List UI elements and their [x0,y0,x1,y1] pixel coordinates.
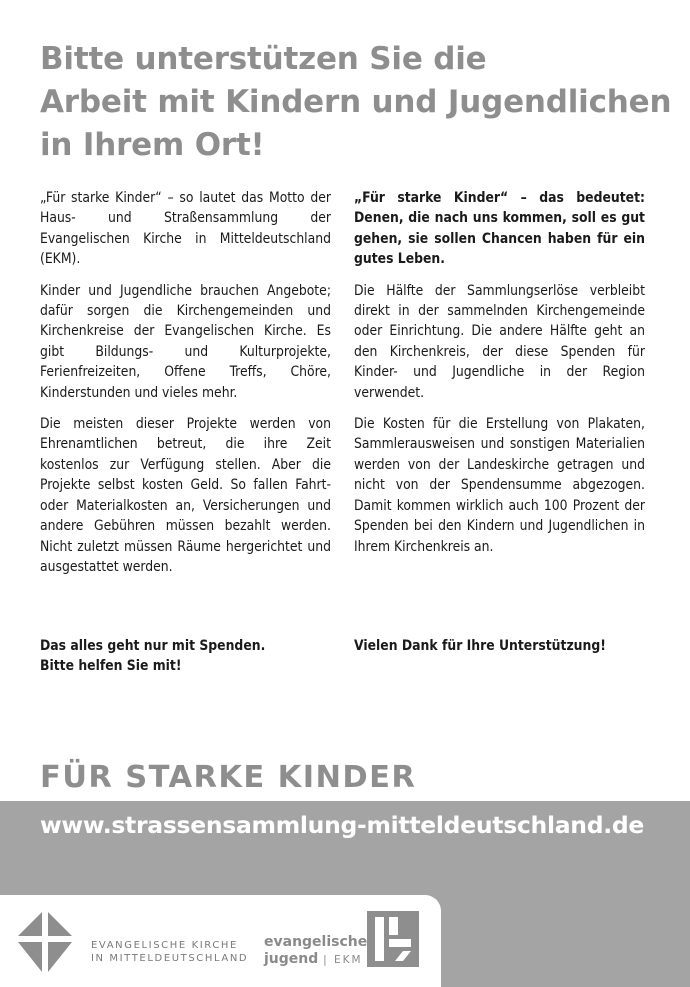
right-column [354,188,645,654]
ej-name [264,934,367,969]
right-paragraph-2: Die Hälfte der Sammlungserlöse verbleibt direkt in der sammelnden Kirchengemeinde oder Einrichtung. Die andere Hälfte geht an den Kirchenkreis, der diese Spenden für Kinder- und Jugendliche in der Region verwendet. [354,282,645,401]
headline [40,38,670,167]
left-closing-line-2: Bitte helfen Sie mit! [40,658,182,675]
right-closing: Vielen Dank für Ihre Unterstützung! [354,638,606,654]
evangelische-jugend-icon [367,911,419,967]
ej-name-line-2 [264,951,367,969]
left-paragraph-3: Die meisten dieser Projekte werden von Ehrenamtlichen betreut, die ihre Zeit kostenlos zur Verfügung stellen. Aber die Projekte selbst kosten Geld. So fallen Fahrt- oder Materialkosten an, Versicherungen und andere Gebühren müssen bezahlt werden. Nicht zuletzt müssen Räume hergerichtet und ausgestattet werden. [40,416,331,575]
headline-line-3: in Ihrem Ort! [40,127,265,163]
right-paragraph-1: „Für starke Kinder“ – das bedeutet: Denen, die nach uns kommen, soll es gut gehen, sie sollen Chancen haben für ein gutes Leben. [354,190,645,268]
left-paragraph-2: Kinder und Jugendliche brauchen Angebote; dafür sorgen die Kirchengemeinden und Kirchenkreise der Evangelischen Kirche. Es gibt Bildungs- und Kulturprojekte, Ferienfreizeiten, Offene Treffs, Chöre, Kinderstunden und vieles mehr. [40,282,331,401]
ekm-name [91,939,248,965]
right-paragraph-3: Die Kosten für die Erstellung von Plakaten, Sammlerausweisen und sonstigen Materialien werden von der Landeskirche getragen und nicht von der Spendensumme abgezogen. Damit kommen wirklich auch 100 Prozent der Spenden bei den Kindern und Jugendlichen in Ihrem Kirchenkreis an. [354,416,645,555]
ej-name-line-1: evangelische [264,934,368,950]
ekm-cross-icon [12,910,78,976]
headline-line-1: Bitte unterstützen Sie die [40,41,487,77]
ej-word: jugend [264,951,319,967]
ekm-name-line-2: IN MITTELDEUTSCHLAND [91,953,249,964]
left-closing [40,636,331,677]
ej-tag: | EKM [323,954,363,966]
website-url: www.strassensammlung-mitteldeutschland.de [40,811,645,839]
left-paragraph-1: „Für starke Kinder“ – so lautet das Motto der Haus- und Straßensammlung der Evangelischen Kirche in Mitteldeutschland (EKM). [40,190,331,268]
left-column [40,188,331,675]
slogan: FÜR STARKE KINDER [40,760,417,795]
ekm-name-line-1: EVANGELISCHE KIRCHE [91,940,238,951]
left-closing-line-1: Das alles geht nur mit Spenden. [40,638,266,654]
headline-line-2: Arbeit mit Kindern und Jugendlichen [40,84,672,120]
